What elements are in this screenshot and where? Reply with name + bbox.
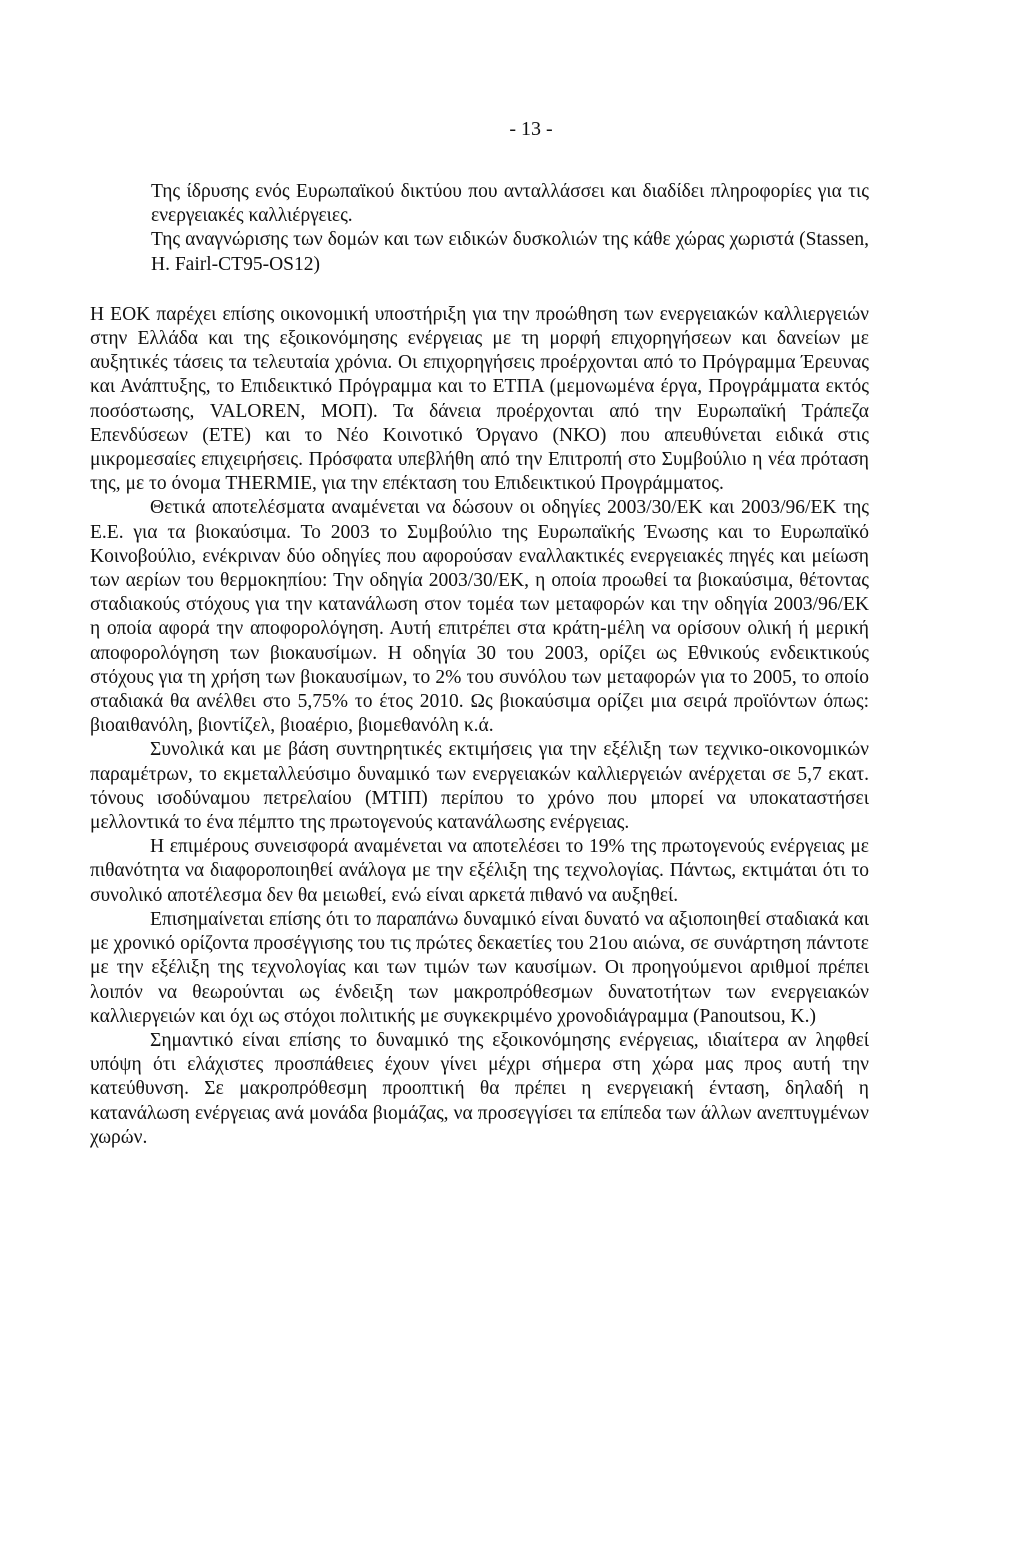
paragraph-biofuel-directives: Θετικά αποτελέσματα αναμένεται να δώσουν οι οδηγίες 2003/30/ΕΚ και 2003/96/ΕΚ της Ε.Ε. για τα βιοκαύσιμα. Το 2003 το Συμβούλιο της Ευρωπαϊκής Ένωσης και το Ευρωπαϊκό Κοινοβούλιο, ενέκριναν δύο οδηγίες που αφορούσαν εναλλακτικές ενεργειακές πηγές και μείωση των αερίων του θερμοκηπίου: Την οδηγία 2003/30/ΕΚ, η οποία προωθεί τα βιοκαύσιμα, θέτοντας σταδιακούς στόχους για την κατανάλωση στον τομέα των μεταφορών και την οδηγία 2003/96/ΕΚ η οποία αφορά την αποφορολόγηση. Αυτή επιτρέπει στα κράτη-μέλη να ορίσουν ολική ή μερική αποφορολόγηση των βιοκαυσίμων. Η οδηγία 30 του 2003, ορίζει ως Εθνικούς ενδεικτικούς στόχους για τη χρήση των βιοκαυσίμων, το 2% του συνόλου των μεταφορών για το 2005, το οποίο σταδιακά θα ανέλθει στο 5,75% το έτος 2010. Ως βιοκαύσιμα ορίζει μια σειρά προϊόντων όπως: βιοαιθανόλη, βιοντίζελ, βιοαέριο, βιομεθανόλη κ.ά. bbox=[90, 497, 869, 737]
page-number: - 13 - bbox=[509, 118, 553, 140]
document-body bbox=[90, 180, 869, 1150]
paragraph-eok-funding: Η ΕΟΚ παρέχει επίσης οικονομική υποστήριξη για την προώθηση των ενεργειακών καλλιεργειών στην Ελλάδα και της εξοικονόμησης ενέργειας με τη μορφή επιχορηγήσεων και δανείων με αυξητικές τάσεις τα τελευταία χρόνια. Οι επιχορηγήσεις προέρχονται από το Πρόγραμμα Έρευνας και Ανάπτυξης, το Επιδεικτικό Πρόγραμμα και το ΕΤΠΑ (μεμονωμένα έργα, Προγράμματα εκτός ποσόστωσης, VALOREN, ΜΟΠ). Τα δάνεια προέρχονται από την Ευρωπαϊκή Τράπεζα Επενδύσεων (ΕΤΕ) και το Νέο Κοινοτικό Όργανο (ΝΚΟ) που απευθύνεται ειδικά στις μικρομεσαίες επιχειρήσεις. Πρόσφατα υπεβλήθη από την Επιτροπή στο Συμβούλιο η νέα πρόταση της, με το όνομα THERMIE, για την επέκταση του Επιδεικτικού Προγράμματος. bbox=[90, 303, 869, 495]
list-item: Της αναγνώρισης των δομών και των ειδικών δυσκολιών της κάθε χώρας χωριστά (Stassen, H. Fairl-CT95-OS12) bbox=[151, 229, 869, 275]
bullet-list bbox=[90, 180, 869, 277]
paragraph-energy-saving: Σημαντικό είναι επίσης το δυναμικό της εξοικονόμησης ενέργειας, ιδιαίτερα αν ληφθεί υπόψη ότι ελάχιστες προσπάθειες έχουν γίνει μέχρι σήμερα στη χώρα μας προς αυτή την κατεύθυνση. Σε μακροπρόθεσμη προοπτική θα πρέπει η ενεργειακή ένταση, δηλαδή η κατανάλωση ενέργειας ανά μονάδα βιομάζας, να προσεγγίσει τα επίπεδα των άλλων ανεπτυγμένων χωρών. bbox=[90, 1029, 869, 1148]
paragraph-time-horizon: Επισημαίνεται επίσης ότι το παραπάνω δυναμικό είναι δυνατό να αξιοποιηθεί σταδιακά και με χρονικό ορίζοντα προσέγγισης του τις πρώτες δεκαετίες του 21ου αιώνα, σε συνάρτηση πάντοτε με την εξέλιξη της τεχνολογίας και των τιμών των καυσίμων. Οι προηγούμενοι αριθμοί πρέπει λοιπόν να θεωρούνται ως ένδειξη των μακροπρόθεσμων δυνατοτήτων των ενεργειακών καλλιεργειών και όχι ως στόχοι πολιτικής με συγκεκριμένο χρονοδιάγραμμα (Panoutsou, K.) bbox=[90, 908, 869, 1027]
list-item: Της ίδρυσης ενός Ευρωπαϊκού δικτύου που ανταλλάσσει και διαδίδει πληροφορίες για τις ενεργειακές καλλιέργειες. bbox=[151, 181, 869, 227]
paragraph-exploitable-potential: Συνολικά και με βάση συντηρητικές εκτιμήσεις για την εξέλιξη των τεχνικο-οικονομικών παραμέτρων, το εκμεταλλεύσιμο δυναμικό των ενεργειακών καλλιεργειών ανέρχεται σε 5,7 εκατ. τόνους ισοδύναμου πετρελαίου (ΜΤΙΠ) περίπου το χρόνο που μπορεί να υποκαταστήσει μελλοντικά το ένα πέμπτο της πρωτογενούς κατανάλωσης ενέργειας. bbox=[90, 739, 869, 834]
paragraph-contribution: Η επιμέρους συνεισφορά αναμένεται να αποτελέσει το 19% της πρωτογενούς ενέργειας με πιθανότητα να διαφοροποιηθεί ανάλογα με την εξέλιξη της τεχνολογίας. Πάντως, εκτιμάται ότι το συνολικό αποτέλεσμα δεν θα μειωθεί, ενώ είναι αρκετά πιθανό να αυξηθεί. bbox=[90, 836, 869, 906]
